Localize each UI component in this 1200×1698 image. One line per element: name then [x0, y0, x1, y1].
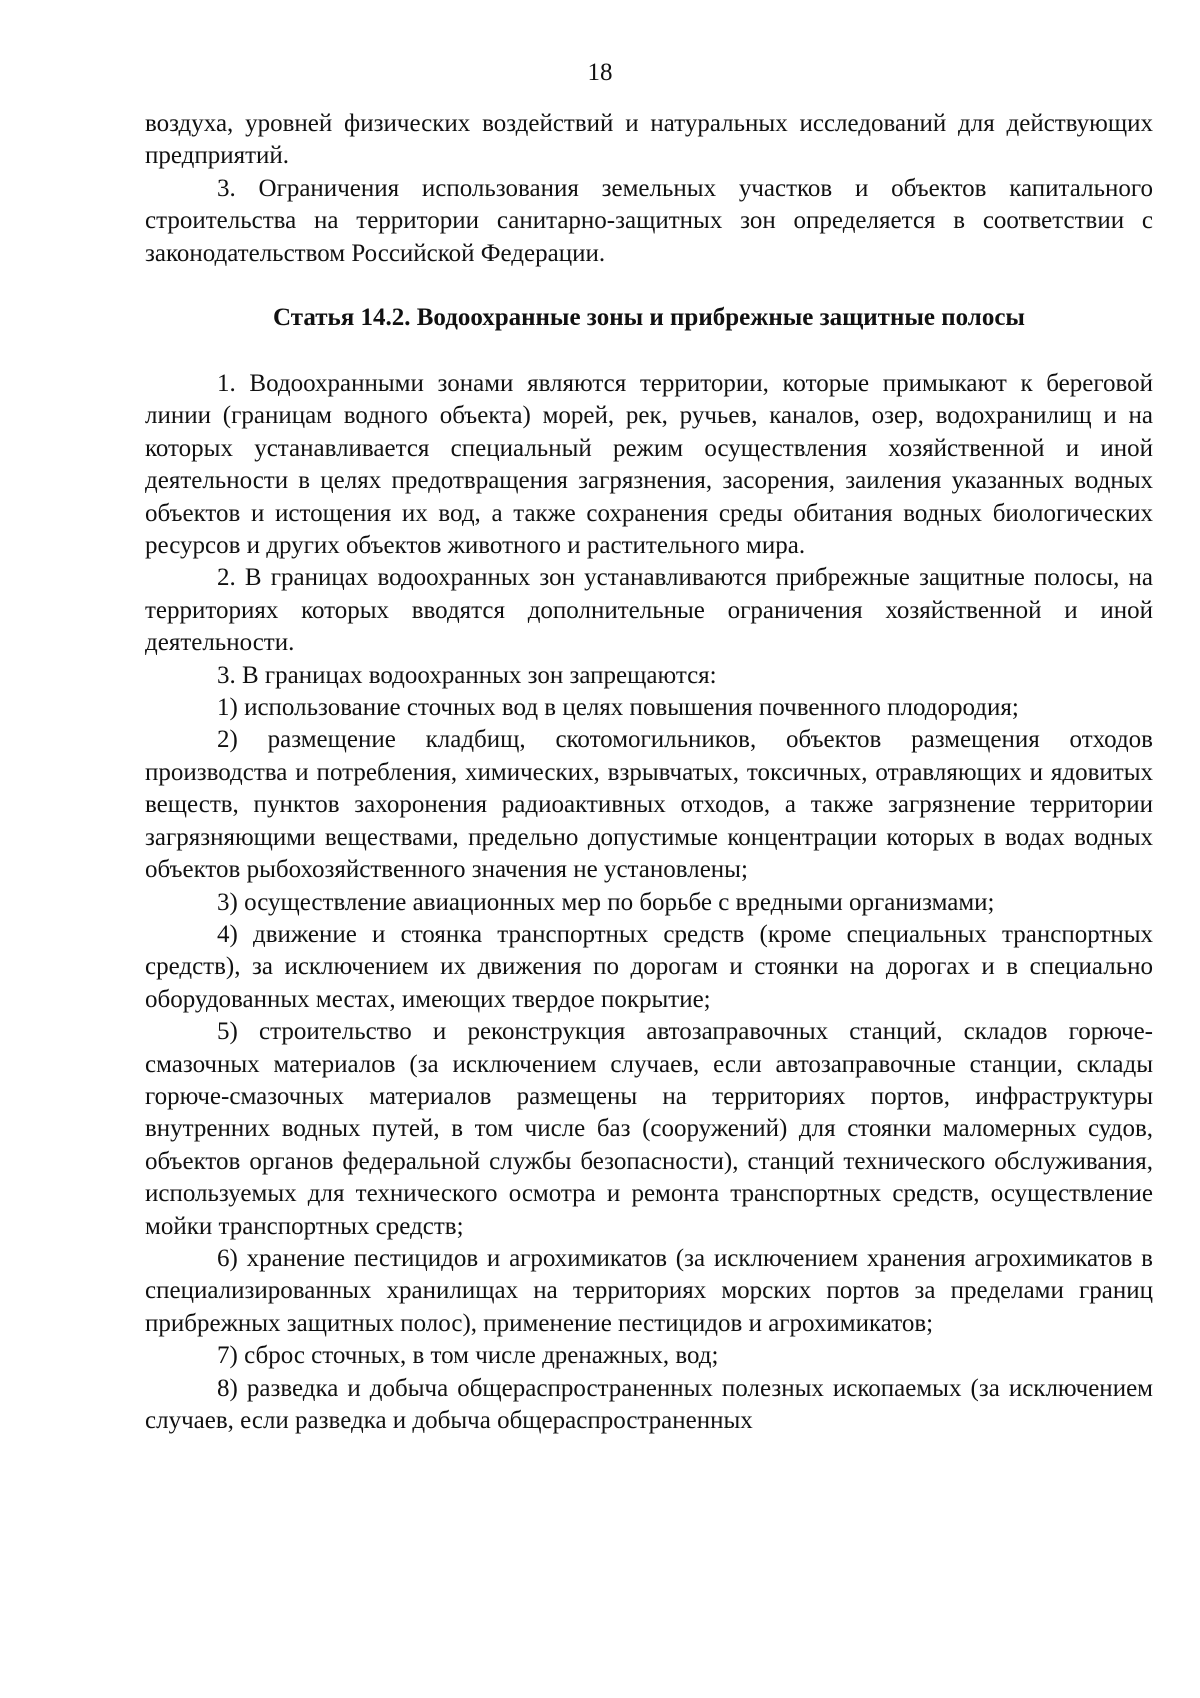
intro-text-block: [145, 108, 1153, 270]
list-item-8: 8) разведка и добыча общераспространенных полезных ископаемых (за исключением случаев, если разведка и добыча общераспространенных: [145, 1374, 1153, 1434]
list-item-5: 5) строительство и реконструкция автозаправочных станций, складов горюче-смазочных материалов (за исключением случаев, если автозаправочные станции, склады горюче-смазочных материалов размещены на территориях портов, инфраструктуры внутренних водных путей, в том числе баз (сооружений) для стоянки маломерных судов, объектов органов федеральной службы безопасности), станций технического обслуживания, используемых для технического осмотра и ремонта транспортных средств, осуществление мойки транспортных средств;: [145, 1018, 1153, 1240]
article-heading: Статья 14.2. Водоохранные зоны и прибрежные защитные полосы: [273, 304, 1025, 331]
list-item-4: 4) движение и стоянка транспортных средств (кроме специальных транспортных средств), за исключением их движения по дорогам и стоянки на дорогах и в специально оборудованных местах, имеющих твердое покрытие;: [145, 920, 1153, 1013]
paragraph-continuation: воздуха, уровней физических воздействий и натуральных исследований для действующих предприятий.: [145, 110, 1153, 170]
article-text-block: [145, 368, 1153, 1437]
page-number: 18: [587, 59, 613, 86]
paragraph-item-3-land-restrictions: 3. Ограничения использования земельных участков и объектов капитального строительства на территории санитарно-защитных зон определяется в соответствии с законодательством Российской Федерации.: [145, 174, 1153, 267]
list-item-2: 2) размещение кладбищ, скотомогильников, объектов размещения отходов производства и потребления, химических, взрывчатых, токсичных, отравляющих и ядовитых веществ, пунктов захоронения радиоактивных отходов, а также загрязнение территории загрязняющими веществами, предельно допустимые концентрации которых в водах водных объектов рыбохозяйственного значения не установлены;: [145, 726, 1153, 884]
list-item-1: 1) использование сточных вод в целях повышения почвенного плодородия;: [217, 694, 1019, 722]
list-item-6: 6) хранение пестицидов и агрохимикатов (за исключением хранения агрохимикатов в специализированных хранилищах на территориях морских портов за пределами границ прибрежных защитных полос), применение пестицидов и агрохимикатов;: [145, 1244, 1153, 1337]
paragraph-coastal-strips: 2. В границах водоохранных зон устанавливаются прибрежные защитные полосы, на территориях которых вводятся дополнительные ограничения хозяйственной и иной деятельности.: [145, 564, 1153, 657]
paragraph-water-protection-zones-definition: 1. Водоохранными зонами являются территории, которые примыкают к береговой линии (границам водного объекта) морей, рек, ручьев, каналов, озер, водохранилищ и на которых устанавливается специальный режим осуществления хозяйственной и иной деятельности в целях предотвращения загрязнения, засорения, заиления указанных водных объектов и истощения их вод, а также сохранения среды обитания водных биологических ресурсов и других объектов животного и растительного мира.: [145, 370, 1153, 560]
list-item-7: 7) сброс сточных, в том числе дренажных, вод;: [217, 1342, 719, 1370]
list-item-3: 3) осуществление авиационных мер по борьбе с вредными организмами;: [217, 888, 995, 916]
paragraph-prohibitions-intro: 3. В границах водоохранных зон запрещаются:: [217, 661, 717, 689]
